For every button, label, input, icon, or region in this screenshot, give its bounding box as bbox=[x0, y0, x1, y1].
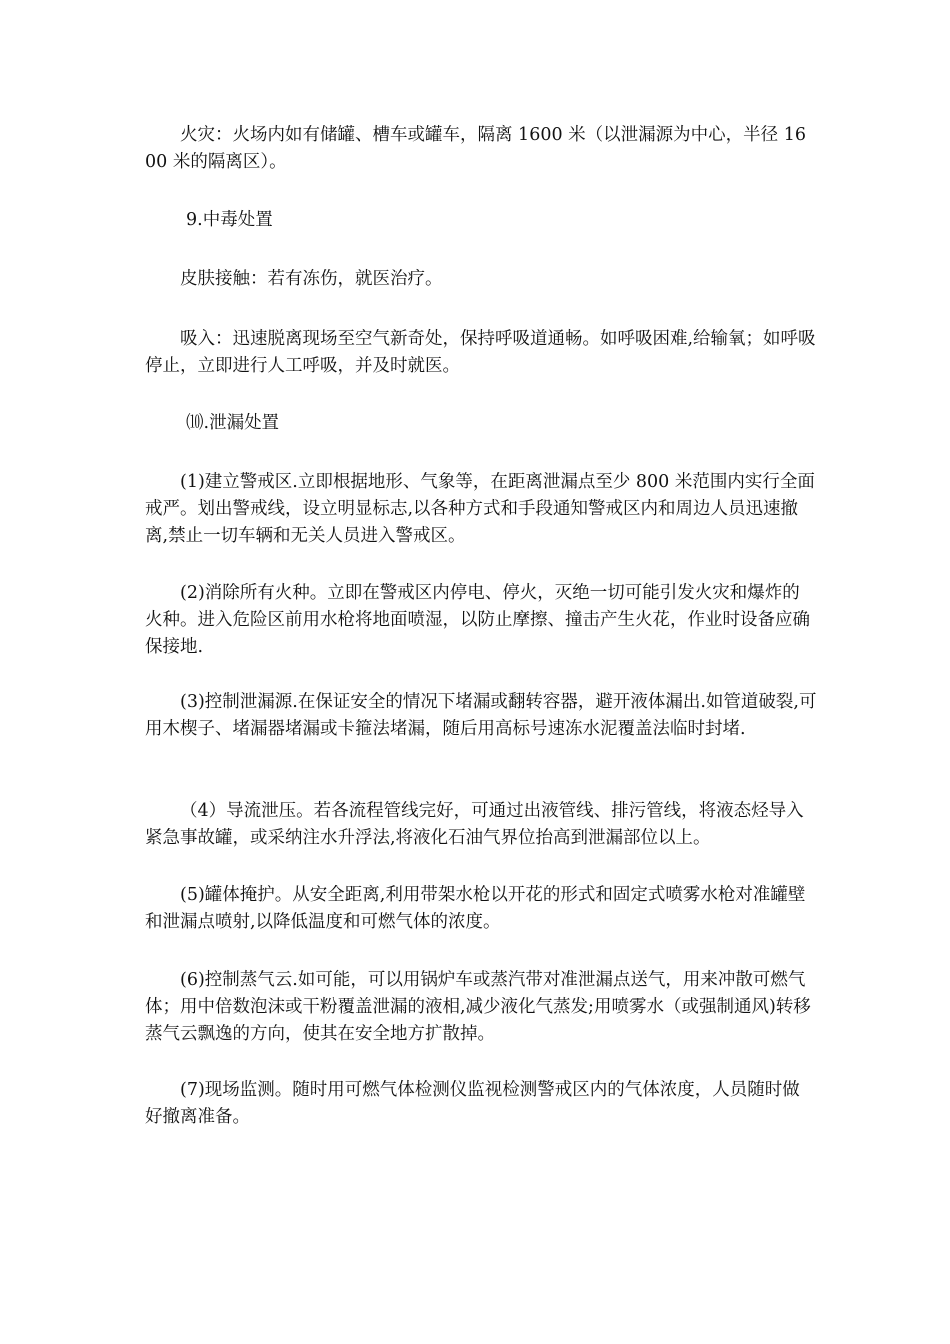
leak-item-4: （4）导流泄压。若各流程管线完好，可通过出液管线、排污管线，将液态烃导入紧急事故罐，或采纳注水升浮法,将液化石油气界位抬高到泄漏部位以上。 bbox=[145, 801, 804, 848]
inhalation-paragraph: 吸入：迅速脱离现场至空气新奇处，保持呼吸道通畅。如呼吸困难,给输氧；如呼吸停止，立即进行人工呼吸，并及时就医。 bbox=[145, 329, 816, 376]
skin-contact-paragraph: 皮肤接触：若有冻伤，就医治疗。 bbox=[180, 269, 443, 289]
fire-isolation-paragraph: 火灾：火场内如有储罐、槽车或罐车，隔离 1600 米（以泄漏源为中心，半径 1600 米的隔离区）。 bbox=[145, 125, 806, 172]
leak-item-7: (7)现场监测。随时用可燃气体检测仪监视检测警戒区内的气体浓度，人员随时做好撤离准备。 bbox=[145, 1080, 800, 1127]
leak-item-1: (1)建立警戒区.立即根据地形、气象等，在距离泄漏点至少 800 米范围内实行全面戒严。划出警戒线，设立明显标志,以各种方式和手段通知警戒区内和周边人员迅速撤离,禁止一切车辆和无关人员进入警戒区。 bbox=[145, 472, 815, 546]
leak-item-5: (5)罐体掩护。从安全距离,利用带架水枪以开花的形式和固定式喷雾水枪对准罐壁和泄漏点喷射,以降低温度和可燃气体的浓度。 bbox=[145, 885, 806, 932]
poisoning-section-heading: 9.中毒处置 bbox=[186, 210, 273, 230]
leak-section-heading: ⑽.泄漏处置 bbox=[186, 413, 280, 433]
leak-item-2: (2)消除所有火种。立即在警戒区内停电、停火，灭绝一切可能引发火灾和爆炸的火种。进入危险区前用水枪将地面喷湿，以防止摩擦、撞击产生火花，作业时设备应确保接地. bbox=[145, 583, 810, 657]
leak-item-3: (3)控制泄漏源.在保证安全的情况下堵漏或翻转容器，避开液体漏出.如管道破裂,可用木楔子、堵漏器堵漏或卡箍法堵漏，随后用高标号速冻水泥覆盖法临时封堵. bbox=[145, 692, 817, 739]
leak-item-6: (6)控制蒸气云.如可能，可以用锅炉车或蒸汽带对准泄漏点送气，用来冲散可燃气体；用中倍数泡沫或干粉覆盖泄漏的液相,减少液化气蒸发;用喷雾水（或强制通风)转移蒸气云飘逸的方向，使其在安全地方扩散掉。 bbox=[145, 970, 811, 1044]
